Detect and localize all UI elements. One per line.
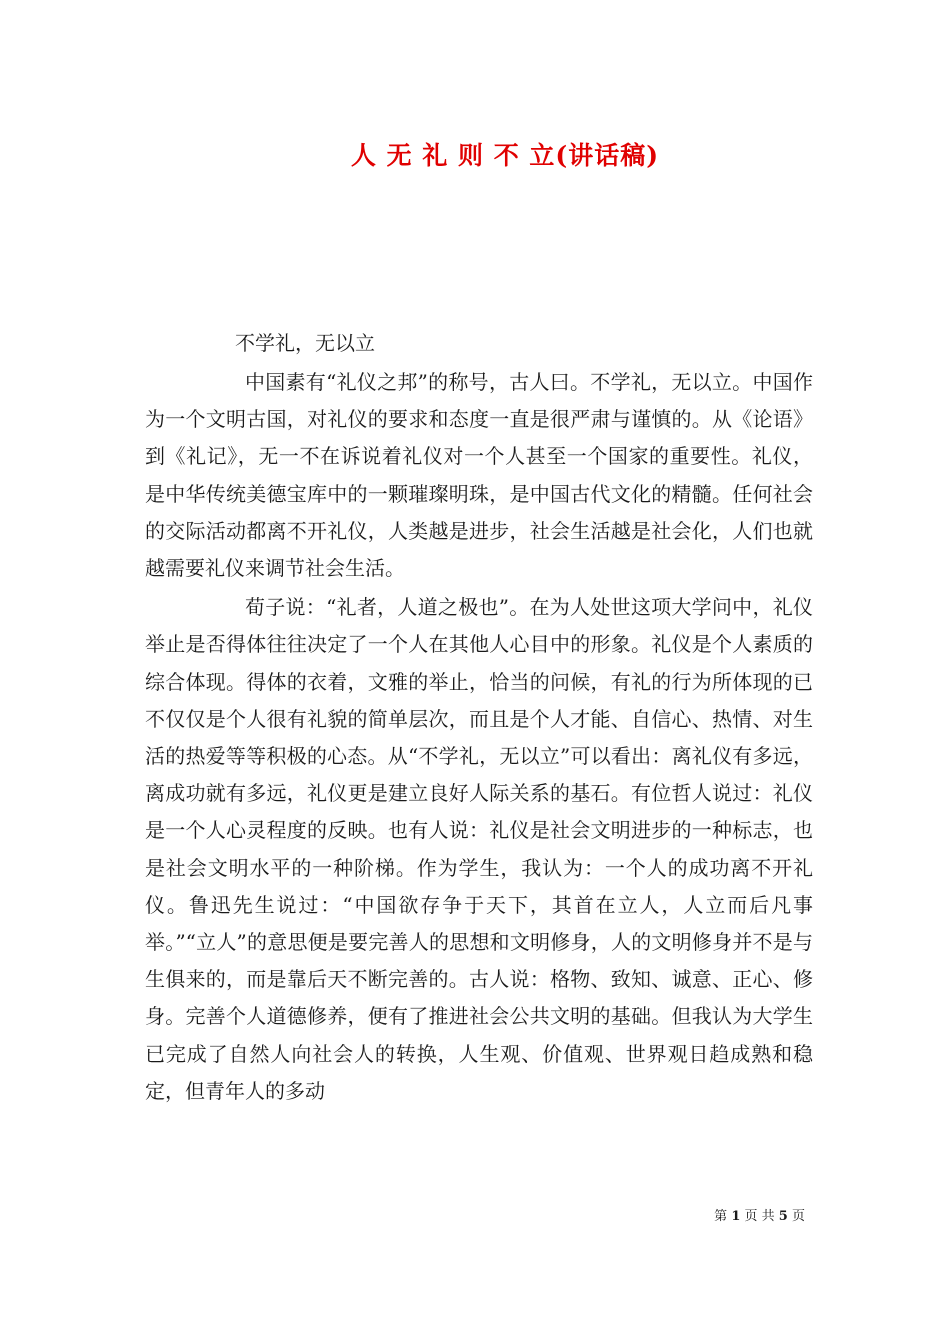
subheading: 不学礼，无以立 (235, 331, 375, 355)
paragraph-2: 荀子说：“礼者，人道之极也”。在为人处世这项大学问中，礼仪举止是否得体往往决定了一个人在其他人心目中的形象。礼仪是个人素质的综合体现。得体的衣着，文雅的举止，恰当的问候，有礼的行为所体现的已不仅仅是个人很有礼貌的简单层次，而且是个人才能、自信心、热情、对生活的热爱等等积极的心态。从“不学礼，无以立”可以看出：离礼仪有多远，离成功就有多远，礼仪更是建立良好人际关系的基石。有位哲人说过：礼仪是一个人心灵程度的反映。也有人说：礼仪是社会文明进步的一种标志，也是社会文明水平的一种阶梯。作为学生，我认为：一个人的成功离不开礼仪。鲁迅先生说过：“中国欲存争于天下，其首在立人，人立而后凡事举。”“立人”的意思便是要完善人的思想和文明修身，人的文明修身并不是与生俱来的，而是靠后天不断完善的。古人说：格物、致知、诚意、正心、修身。完善个人道德修养，便有了推进社会公共文明的基础。但我认为大学生已完成了自然人向社会人的转换，人生观、价值观、世界观日趋成熟和稳定，但青年人的多动 (145, 595, 813, 1103)
document-body (145, 325, 813, 1110)
paragraph-1: 中国素有“礼仪之邦”的称号，古人曰。不学礼，无以立。中国作为一个文明古国，对礼仪的要求和态度一直是很严肃与谨慎的。从《论语》到《礼记》，无一不在诉说着礼仪对一个人甚至一个国家的重要性。礼仪，是中华传统美德宝库中的一颗璀璨明珠，是中国古代文化的精髓。任何社会的交际活动都离不开礼仪，人类越是进步，社会生活越是社会化，人们也就越需要礼仪来调节社会生活。 (145, 370, 813, 581)
page-footer (714, 1205, 805, 1224)
footer-suffix: 页 (791, 1209, 805, 1224)
footer-total-pages: 5 (778, 1209, 788, 1224)
document-title: 人 无 礼 则 不 立(讲话稿) (350, 141, 660, 170)
footer-prefix: 第 (714, 1209, 728, 1224)
footer-middle: 页 共 (744, 1209, 775, 1224)
footer-page-number: 1 (731, 1209, 741, 1224)
